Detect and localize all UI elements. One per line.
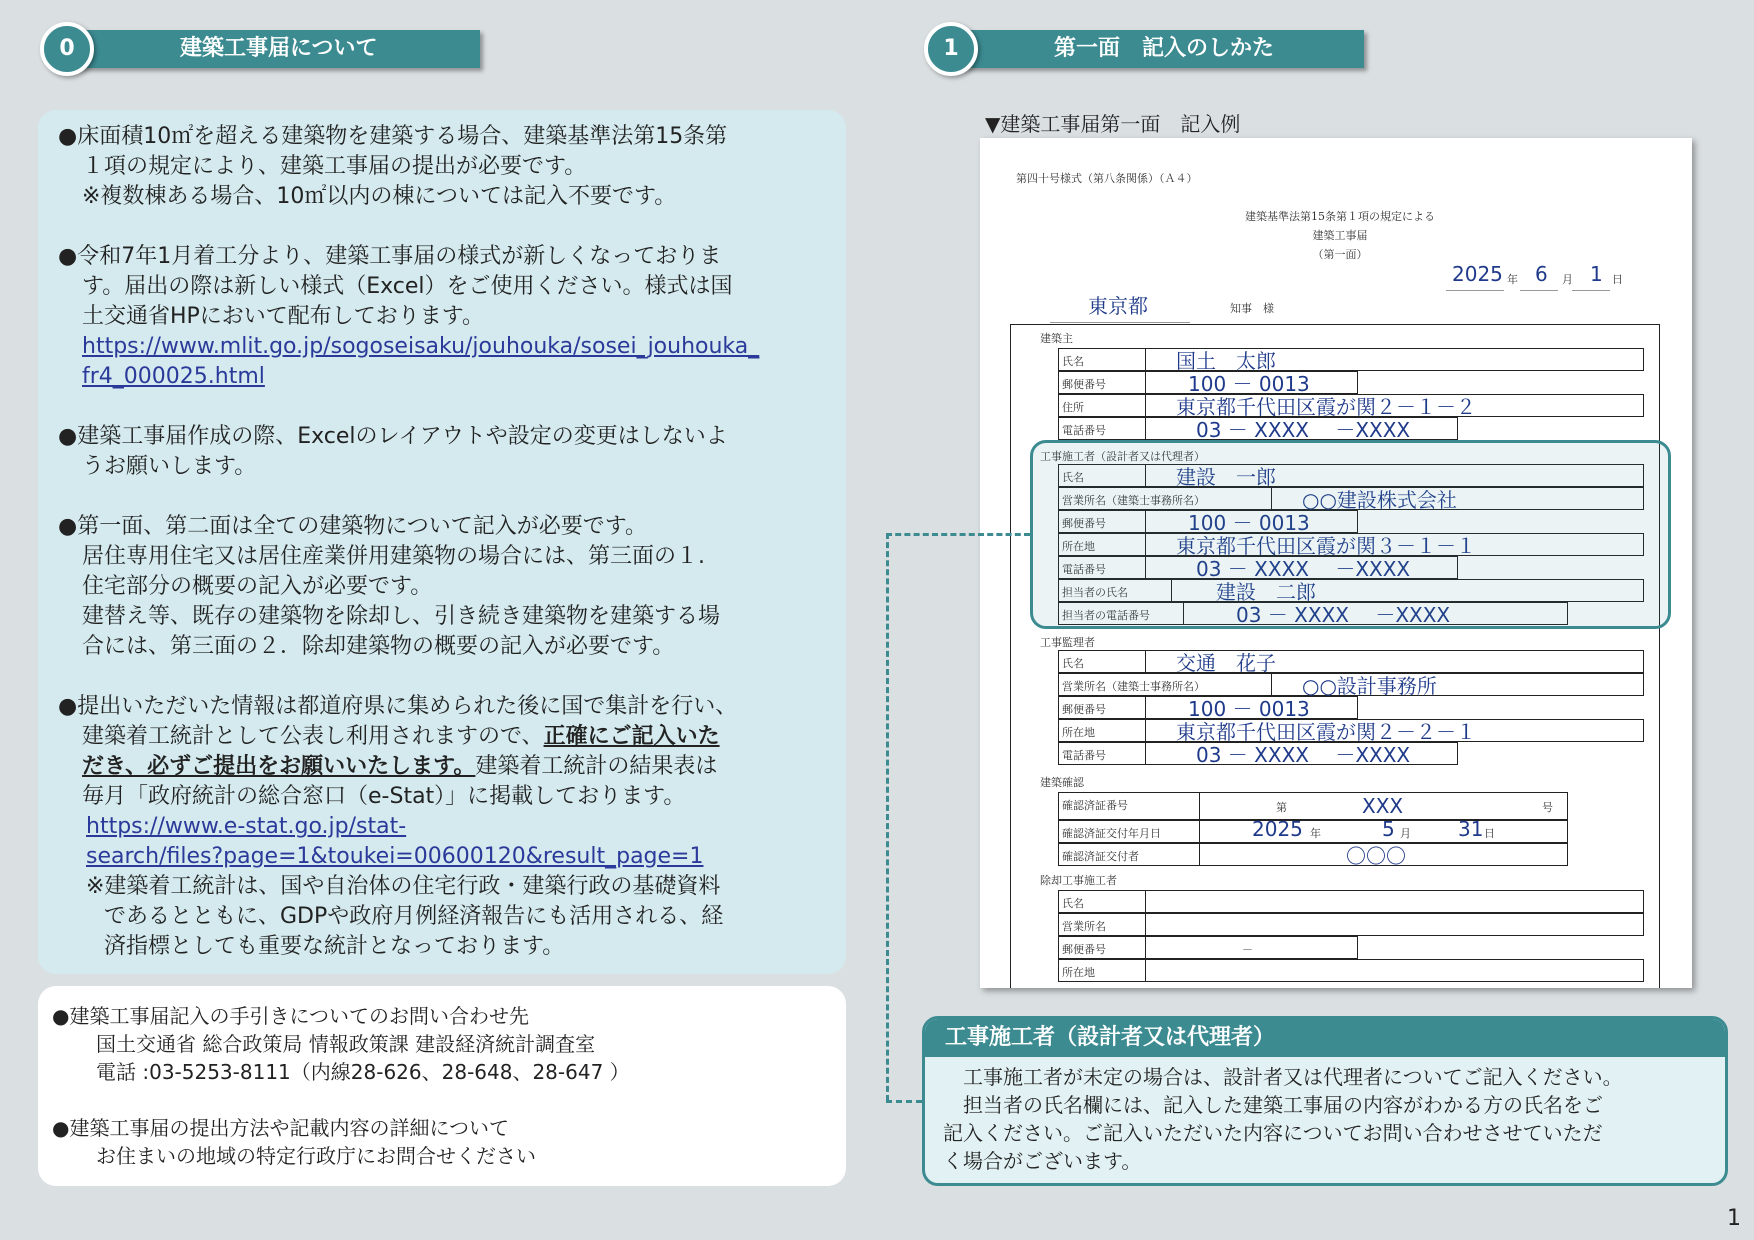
info-paragraph-3: ●建築工事届作成の際、Excelのレイアウトや設定の変更はしないよ うお願いします。 [58,424,728,479]
emphasis-text: 正確にご記入いた [543,724,720,749]
connector-line [886,1100,922,1103]
page-number: 1 [1727,1206,1741,1231]
section-header-1 [924,22,1374,74]
contractor-highlight [1030,440,1671,629]
section-header-0 [40,22,480,74]
info-paragraph-2: ●令和7年1月着工分より、建築工事届の様式が新しくなっておりま す。届出の際は新しい様式（Excel）をご使用ください。様式は国 土交通省HPにおいて配布しております。 https://www.mlit.go.jp/sogoseisaku/jouhouka/sosei_jouhouka_ fr4_000025.html [58,242,822,392]
info-paragraph-5: ●提出いただいた情報は都道府県に集められた後に国で集計を行い、 建築着工統計として公表し利用されますので、正確にご記入いた だき、必ずご提出をお願いいたします。建築着工統計の結果表は 毎月「政府統計の総合窓口（e-Stat）」に掲載しております。 https://www.e-stat.go.jp/stat- search/files?page=1&toukei=00600120&result_page=1 ※建築着工統計は、国や自治体の住宅行政・建築行政の基礎資料 であるとともに、GDPや政府月例経済報告にも活用される、経 済指標としても重要な統計となっております。 [58,692,822,962]
connector-line [886,533,1030,536]
info-panel [38,110,846,974]
contact-box: ●建築工事届記入の手引きについてのお問い合わせ先 国土交通省 総合政策局 情報政策課 建設経済統計調査室 電話 :03-5253-8111（内線28-626、28-648、28-647 ） ●建築工事届の提出方法や記載内容の詳細について お住まいの地域の特定行政庁にお問合せください [38,986,846,1186]
form-caption: ▼建築工事届第一面 記入例 [985,112,1241,136]
note-title: 工事施工者（設計者又は代理者） [925,1019,1725,1057]
mlit-link-cont[interactable]: fr4_000025.html [82,364,265,389]
section-title: 建築工事届について [70,30,480,68]
estat-link-cont[interactable]: search/files?page=1&toukei=00600120&result_page=1 [86,844,704,869]
info-paragraph-4: ●第一面、第二面は全ての建築物について記入が必要です。 居住専用住宅又は居住産業併用建築物の場合には、第三面の１. 住宅部分の概要の記入が必要です。 建替え等、既存の建築物を除却し、引き続き建築物を建築する場 合には、第三面の２．除却建築物の概要の記入が必要です。 [58,514,721,659]
section-title: 第一面 記入のしかた [954,30,1364,68]
connector-line [886,533,889,1101]
estat-link[interactable]: https://www.e-stat.go.jp/stat- [86,814,407,839]
section-number: 0 [40,22,94,76]
info-paragraph-1: ●床面積10㎡を超える建築物を建築する場合、建築基準法第15条第 １項の規定により、建築工事届の提出が必要です。 ※複数棟ある場合、10㎡以内の棟については記入不要です。 [58,124,728,209]
emphasis-text: だき、必ずご提出をお願いいたします。 [82,754,476,779]
form-example: 第四十号様式（第八条関係）（Ａ４） 建築基準法第15条第１項の規定による 建築工事届 （第一面） 2025 年 6 月 1 日 東京都 知事 様 建築主 氏名 国土 太郎 郵便番号 100 － 0013 住所 東京都千代田区霞が関２－１－２ 電話番号 03 － XXXX －XXXX 工事施工者（設計者又は代理者） 氏名 建設 一郎 営業所名（建築士事務所名） ○○建設株式会社 郵便番号 100 － 0013 所在地 東京都千代田区霞が関３－１－１ 電話番号 03 － XXXX －XXXX 担当者の氏名 建設 二郎 担当者の電話番号 03 － XXXX －XXXX 工事監理者 氏名 交通 花子 営業所名（建築士事務所名） ○○設計事務所 郵便番号 100 － 0013 所在地 東京都千代田区霞が関２－２－１ 電話番号 03 － XXXX －XXXX 建築確認 確認済証番号 第 XXX 号 確認済証交付年月日 2025 年 5 月 31 日 確認済証交付者 〇〇〇 除却工事施工者 氏名 営業所名 郵便番号 － 所在地 [980,138,1692,988]
mlit-link[interactable]: https://www.mlit.go.jp/sogoseisaku/jouhouka/sosei_jouhouka_ [82,334,760,359]
section-number: 1 [924,22,978,76]
contractor-note: 工事施工者（設計者又は代理者） 工事施工者が未定の場合は、設計者又は代理者についてご記入ください。 担当者の氏名欄には、記入した建築工事届の内容がわかる方の氏名をご 記入ください。ご記入いただいた内容についてお問い合わせさせていただ く場合がございます。 [922,1016,1728,1186]
